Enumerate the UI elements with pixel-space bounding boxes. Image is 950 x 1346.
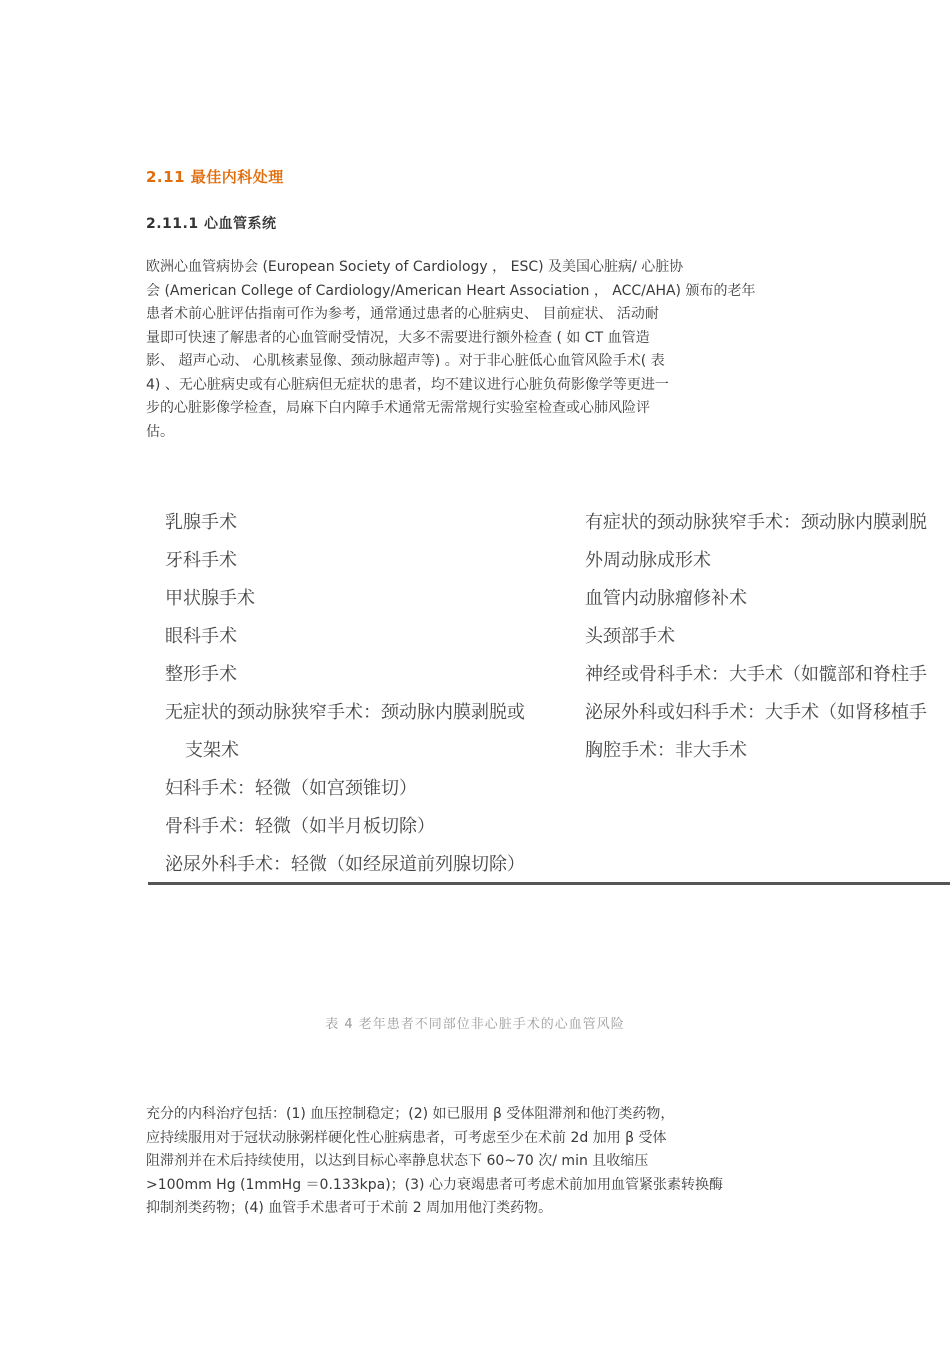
paragraph-line: 欧洲心血管病协会 (European Society of Cardiology ， ESC) 及美国心脏病/ 心脏协 (146, 259, 684, 275)
table-cell: 眼科手术 (165, 626, 237, 647)
table-cell: 无症状的颈动脉狭窄手术：颈动脉内膜剥脱或 (165, 702, 525, 723)
paragraph-line: 4) 、无心脏病史或有心脏病但无症状的患者，均不建议进行心脏负荷影像学等更进一 (146, 376, 669, 393)
table-cell: 头颈部手术 (585, 626, 675, 647)
treatment-paragraph (146, 1103, 806, 1221)
table-cell: 外周动脉成形术 (585, 550, 711, 571)
paragraph-line: 步的心脏影像学检查，局麻下白内障手术通常无需常规行实验室检查或心肺风险评 (146, 400, 650, 416)
table-cell: 神经或骨科手术：大手术（如髋部和脊柱手 (585, 664, 927, 685)
subsection-heading: 2.11.1 心血管系统 (146, 216, 277, 232)
table-cell: 泌尿外科手术：轻微（如经尿道前列腺切除） (165, 854, 525, 875)
paragraph-line: 会 (American College of Cardiology/American Heart Association ， ACC/AHA) 颁布的老年 (146, 282, 756, 299)
paragraph-line: 患者术前心脏评估指南可作为参考，通常通过患者的心脏病史、 目前症状、 活动耐 (146, 306, 659, 322)
paragraph-line: 量即可快速了解患者的心血管耐受情况，大多不需要进行额外检查 ( 如 CT 血管造 (146, 329, 650, 346)
table-right-column (585, 504, 950, 770)
paragraph-line: >100mm Hg (1mmHg ＝0.133kpa)；(3) 心力衰竭患者可考虑术前加用血管紧张素转换酶 (146, 1176, 723, 1193)
table-cell: 支架术 (185, 740, 239, 761)
paragraph-line: 抑制剂类药物；(4) 血管手术患者可于术前 2 周加用他汀类药物。 (146, 1200, 553, 1216)
table-cell: 血管内动脉瘤修补术 (585, 588, 747, 609)
paragraph-line: 影、 超声心动、 心肌核素显像、颈动脉超声等) 。对于非心脏低心血管风险手术( 表 (146, 353, 665, 369)
section-heading: 2.11 最佳内科处理 (146, 168, 284, 186)
table-cell: 胸腔手术：非大手术 (585, 740, 747, 761)
table-cell: 整形手术 (165, 664, 237, 685)
table-cell: 骨科手术：轻微（如半月板切除） (165, 816, 435, 837)
paragraph-line: 阻滞剂并在术后持续使用，以达到目标心率静息状态下 60~70 次/ min 且收缩压 (146, 1153, 649, 1169)
table-cell: 乳腺手术 (165, 512, 237, 533)
table-cell: 泌尿外科或妇科手术：大手术（如肾移植手 (585, 702, 927, 723)
table-caption: 表 4 老年患者不同部位非心脏手术的心血管风险 (325, 1017, 625, 1032)
paragraph-line: 估。 (146, 423, 174, 440)
table-left-column (165, 504, 585, 884)
table-cell: 甲状腺手术 (165, 588, 255, 609)
table-cell: 牙科手术 (165, 550, 237, 571)
table-cell: 妇科手术：轻微（如宫颈锥切） (165, 778, 417, 799)
paragraph-line: 应持续服用对于冠状动脉粥样硬化性心脏病患者，可考虑至少在术前 2d 加用 β 受体 (146, 1129, 667, 1146)
surgery-risk-table-image (148, 504, 950, 889)
intro-paragraph (146, 256, 806, 444)
table-bottom-rule (148, 882, 950, 885)
table-cell: 有症状的颈动脉狭窄手术：颈动脉内膜剥脱 (585, 512, 927, 533)
paragraph-line: 充分的内科治疗包括：(1) 血压控制稳定；(2) 如已服用 β 受体阻滞剂和他汀类药物， (146, 1106, 675, 1122)
